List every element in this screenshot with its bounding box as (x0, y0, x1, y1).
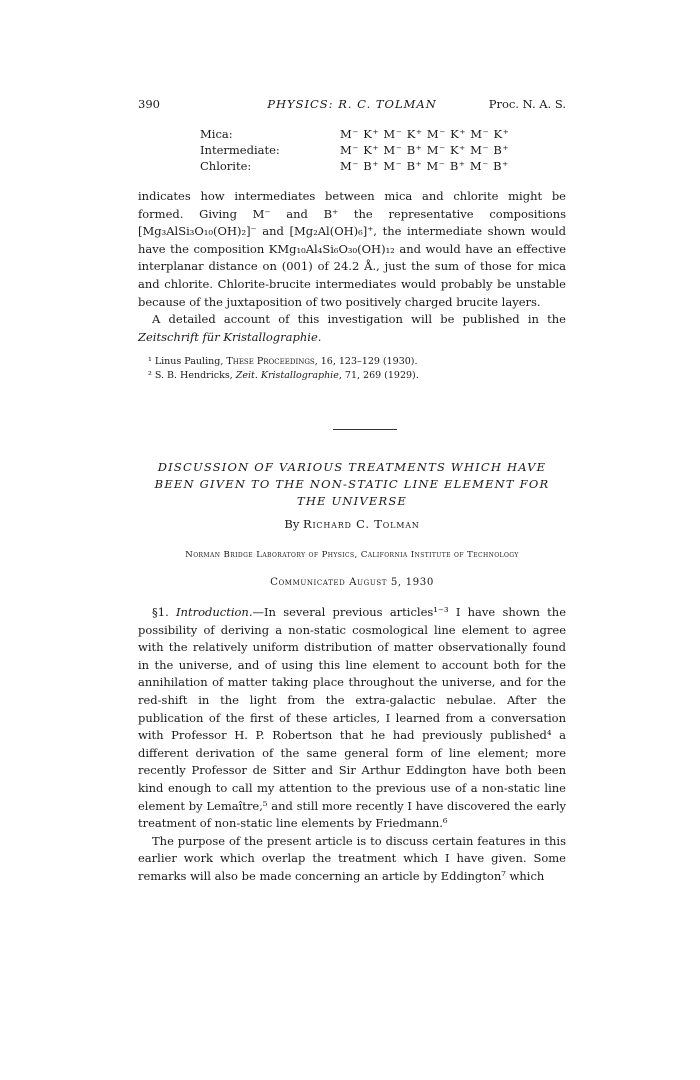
footnote (138, 355, 566, 369)
footnote (138, 369, 566, 383)
formula-sequence: M⁻ K⁺ M⁻ B⁺ M⁻ K⁺ M⁻ B⁺ (340, 143, 510, 157)
formula-row-chlorite (200, 158, 509, 174)
article-body (138, 604, 566, 886)
running-title: PHYSICS: R. C. TOLMAN (267, 97, 437, 111)
author-prefix: By (284, 517, 300, 531)
body-paragraph: indicates how intermediates between mica and chlorite might be formed. Giving M⁻ and B⁺ the representative compositions [Mg₃AlSi₃O₁₀(OH)₂]⁻ and [Mg₂Al(OH)₆]⁺, the intermediate shown would have the composition KMg₁₀Al₄Si₆O₃₀(OH)₁₂ and would have an effective interplanar distance on (001) of 24.2 Å., just the sum of those for mica and chlorite. Chlorite-brucite intermediates would probably be unstable because of the juxtaposition of two positively charged brucite layers. (138, 189, 566, 309)
footnote-text: ¹ Linus Pauling, (148, 356, 227, 368)
formula-label: Chlorite: (200, 159, 252, 173)
running-head (138, 96, 566, 112)
author-line (138, 517, 566, 531)
section-divider (333, 429, 397, 430)
footnote-text: ² S. B. Hendricks, (148, 369, 236, 381)
footnote-source: Zeit. Kristallographie (235, 369, 339, 381)
formula-sequence: M⁻ B⁺ M⁻ B⁺ M⁻ B⁺ M⁻ B⁺ (340, 159, 509, 173)
footnote-source: These Proceedings (226, 356, 315, 368)
body-paragraph (138, 311, 566, 346)
body-paragraph (138, 604, 566, 833)
formula-label: Intermediate: (200, 143, 280, 157)
prior-article-text (138, 188, 566, 382)
formula-row-mica (200, 126, 509, 142)
body-paragraph: The purpose of the present article is to discuss certain features in this earlier work which overlap the treatment which I have given. Some remarks will also be made concerning an article by Eddington⁷ which (138, 833, 566, 883)
journal-reference: Proc. N. A. S. (488, 97, 566, 111)
formula-sequence: M⁻ K⁺ M⁻ K⁺ M⁻ K⁺ M⁻ K⁺ (340, 127, 510, 141)
paragraph-text: —In several previous articles¹⁻³ I have shown the possibility of deriving a non-static cosmological line element to agree with the relatively uniform distribution of matter observationally found in the universe, and of using this line element to account both for the annihilation of matter taking place throughout the universe, and for the red-shift in the light from the extra-galactic nebulae. After the publication of the first of these articles, I learned from a conversation with Professor H. P. Robertson that he had previously published⁴ a different derivation of the same general form of line element; more recently Professor de Sitter and Sir Arthur Eddington have both been kind enough to call my attention to the previous use of a non-static line element by Lemaître,⁵ and still more recently I have discovered the early treatment of non-static line elements by Friedmann.⁶ (138, 605, 567, 831)
formula-row-intermediate (200, 142, 509, 158)
formula-label: Mica: (200, 127, 233, 141)
section-mark: §1. (152, 605, 169, 619)
formula-table (200, 126, 509, 174)
article-title: DISCUSSION OF VARIOUS TREATMENTS WHICH HAVE BEEN GIVEN TO THE NON-STATIC LINE ELEMENT FOR THE UNIVERSE (154, 460, 550, 508)
affiliation: Norman Bridge Laboratory of Physics, California Institute of Technology (185, 550, 519, 560)
author-name: Richard C. Tolman (303, 517, 420, 531)
journal-name: Zeitschrift für Kristallographie. (138, 329, 322, 344)
page-number: 390 (138, 97, 160, 111)
section-heading: Introduction. (176, 605, 253, 619)
communicated-date: Communicated August 5, 1930 (270, 577, 434, 588)
footnote-tail: , 16, 123–129 (1930). (314, 356, 418, 368)
paragraph-text: A detailed account of this investigation will be published in the (152, 312, 566, 327)
footnote-tail: , 71, 269 (1929). (338, 369, 419, 381)
